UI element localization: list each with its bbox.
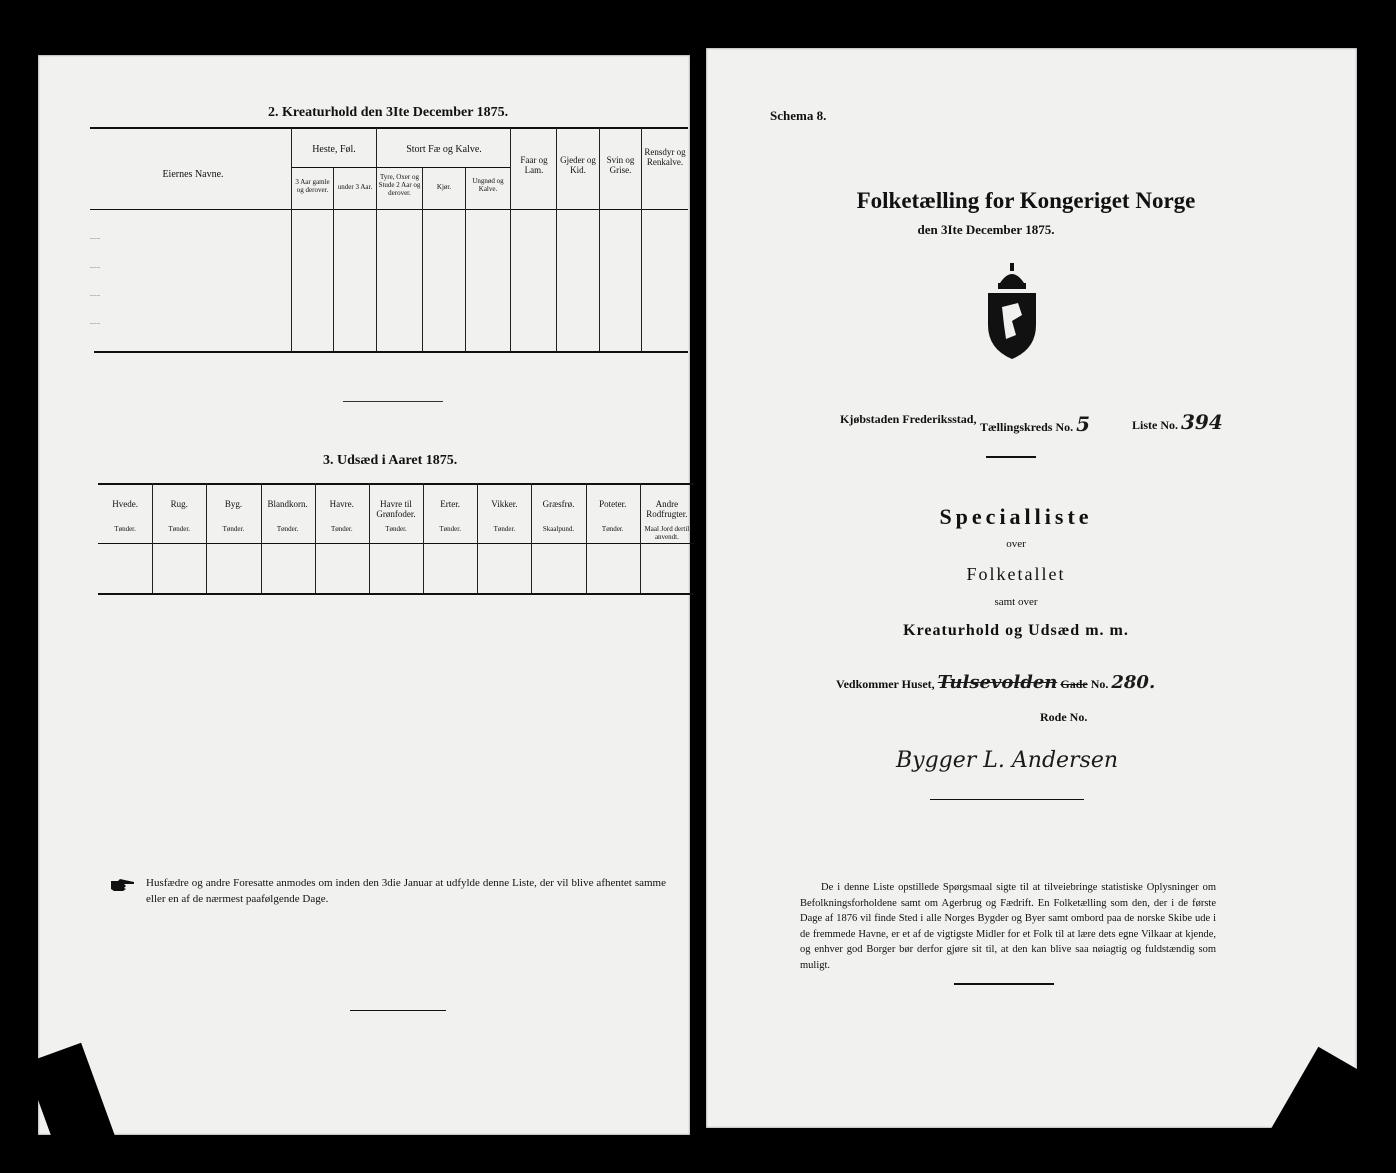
udsaed-col-name: Andre Rodfrugter. [646,499,688,519]
stort-fae-header: Stort Fæ og Kalve. [406,144,482,155]
kreaturhold-text: Kreaturhold og Udsæd m. m. [903,622,1129,639]
udsaed-col-unit: Tønder. [385,525,407,533]
udsaed-col-name: Vikker. [491,499,518,509]
over-text: over [1006,538,1026,550]
right-page [706,48,1357,1128]
udsaed-col-unit: Tønder. [114,525,136,533]
huset-label: Vedkommer Huset, [836,677,935,691]
info-paragraph: De i denne Liste opstillede Spørgsmaal sigte til at tilveiebringe statistiske Oplysninger om Befolkningsforholdene samt om Agerbrug og Fædrift. En Folketælling som den, der i de første Dage af 1876 vil finde Sted i alle Norges Bygder og Byer samt ombord paa de norske Skibe ude i de fremmede Havne, er et af de vigtigste Midler for et Folk til at lære dets egne Vilkaar at kjende, og enhver god Borger bør derfor gjøre sit til, at den kan blive saa nøiagtig og fuldstændig som muligt. [800,882,1216,971]
gade-no-label: No. [1090,677,1109,691]
census-title: Folketælling for Kongeriget Norge [856,188,1196,213]
schema-label: Schema 8. [770,108,827,123]
rode-label: Rode No. [1040,710,1088,724]
kreds-label: Tællingskreds No. [980,420,1074,434]
coat-of-arms-icon [982,263,1042,363]
liste-field [1132,410,1223,434]
stort-sub2: Kjør. [436,183,452,191]
udsaed-col-unit: Maal Jord dertil anvendt. [644,525,690,541]
udsaed-col-unit: Tønder. [276,525,299,533]
udsaed-col-unit: Tønder. [168,525,191,533]
signature: Bygger L. Andersen [896,748,1119,773]
udsaed-col-name: Hvede. [112,499,138,509]
huset-field [836,672,1155,693]
bottom-separator [350,1010,446,1011]
kjobstad-field [840,412,976,427]
bottom-rule [954,983,1054,985]
stort-sub1: Tyre, Oxer og Stude 2 Aar og derover. [378,173,421,197]
kreds-field [980,412,1090,436]
heste-sub2: under 3 Aar. [337,183,373,191]
gade-no-value: 280. [1111,672,1156,693]
udsaed-col-name: Rug. [170,499,188,509]
udsaed-col-name: Poteter. [599,499,627,509]
liste-label: Liste No. [1132,418,1178,432]
left-page [38,55,690,1135]
udsaed-col-name: Græsfrø. [542,499,575,509]
udsaed-col-unit: Skaalpund. [542,525,575,533]
household-notice: Husfædre og andre Foresatte anmodes om inden den 3die Januar at udfylde denne Liste, der vil blive afhentet samme eller en af de nærmest paafølgende Dage. [146,877,666,905]
short-rule [986,456,1036,458]
udsaed-col-name: Byg. [224,499,243,509]
kjobstad-label: Kjøbstaden [840,412,900,426]
udsaed-col-unit: Tønder. [493,525,516,533]
udsaed-col-name: Blandkorn. [267,499,308,509]
heste-sub1: 3 Aar gamle og derover. [295,178,330,194]
samt-over-text: samt over [994,596,1038,608]
svin-header: Svin og Grise. [606,155,635,175]
faar-header: Faar og Lam. [520,155,548,175]
udsaed-col-name: Havre. [329,499,354,509]
separator-line [343,401,443,402]
udsaed-col-unit: Tønder. [222,525,245,533]
specialliste-heading: Specialliste [939,504,1093,529]
table3-bottom-rule [98,593,694,595]
heste-header: Heste, Føl. [312,144,356,155]
table3-top-rule [98,483,694,485]
udsaed-col-name: Erter. [440,499,461,509]
udsaed-col-unit: Tønder. [601,525,624,533]
pointing-hand-icon [110,877,136,893]
rensdyr-header: Rensdyr og Renkalve. [644,147,686,167]
gade-label: Gade [1060,677,1088,691]
huset-value: Tulsevolden [937,672,1058,693]
table2-bottom-rule [94,351,688,353]
udsaed-col-unit: Tønder. [439,525,461,533]
folketallet-text: Folketallet [966,564,1066,584]
section-3-title: 3. Udsæd i Aaret 1875. [323,453,458,468]
kreds-value: 5 [1076,412,1091,436]
census-date: den 3Ite December 1875. [917,222,1055,237]
owner-header: Eiernes Navne. [162,169,224,180]
table3-header-rule [98,543,694,544]
stort-sub3: Ungnød og Kalve. [472,177,504,193]
signature-rule [930,799,1084,800]
gjeder-header: Gjeder og Kid. [560,155,596,175]
udsaed-col-unit: Tønder. [331,525,353,533]
liste-value: 394 [1181,410,1223,434]
section-2-title: 2. Kreaturhold den 3Ite December 1875. [268,105,509,120]
kjobstad-value: Frederiksstad, [902,412,977,426]
udsaed-col-name: Havre til Grønfoder. [376,499,416,519]
